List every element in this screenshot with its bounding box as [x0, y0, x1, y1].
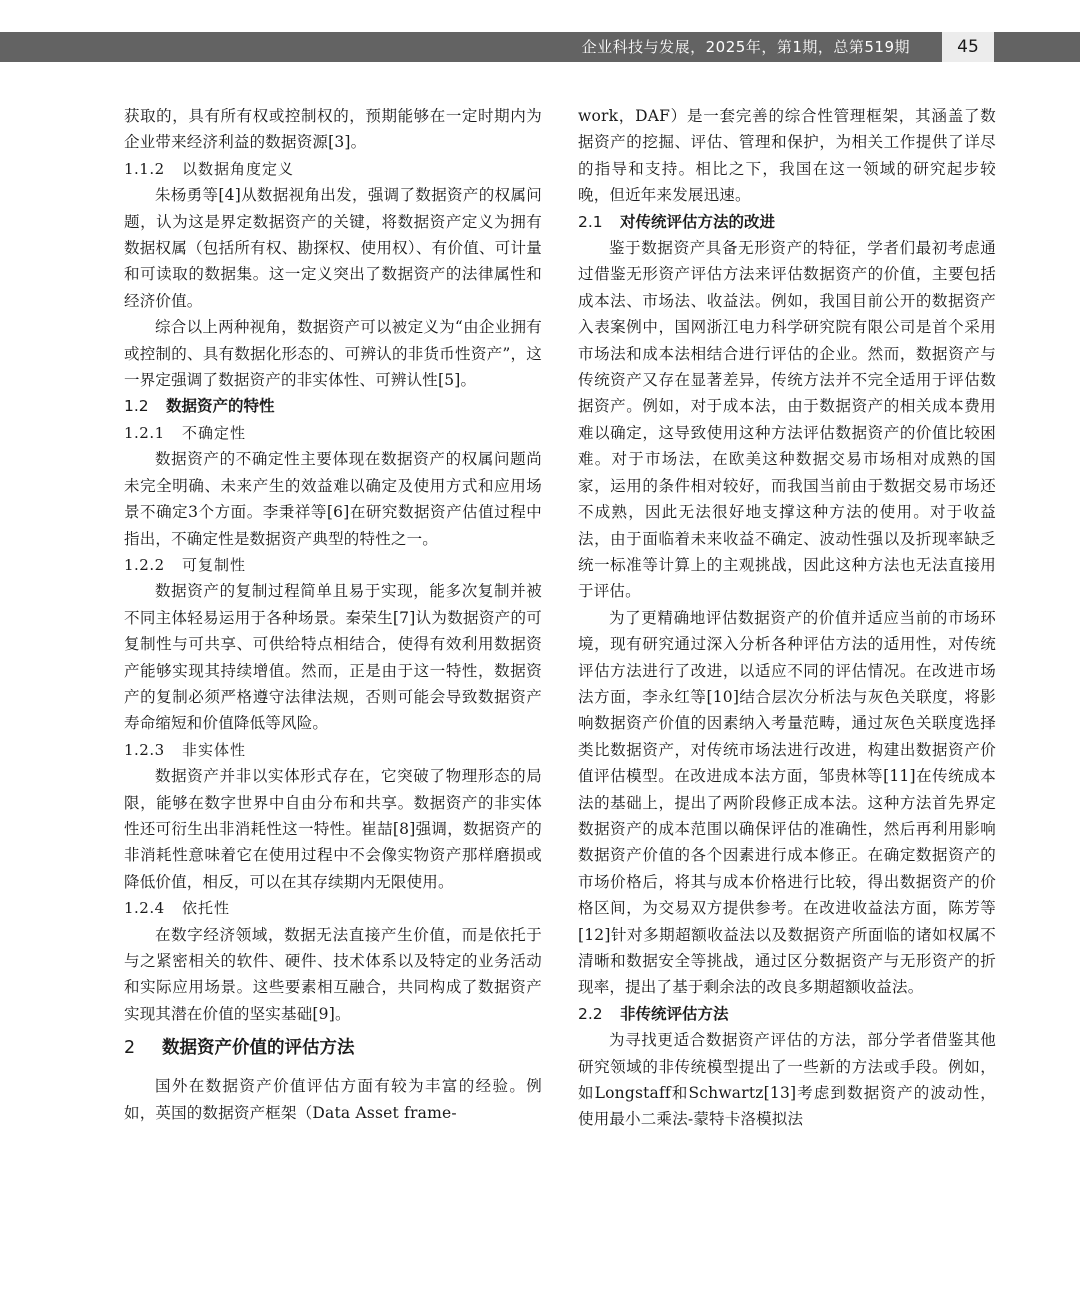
subsection-heading-1-2-2 [124, 552, 542, 578]
section-heading-1-2 [124, 393, 542, 419]
paragraph: 数据资产的复制过程简单且易于实现，能多次复制并被不同主体轻易运用于各种场景。秦荣生[7]认为数据资产的可复制性与可共享、可供给特点相结合，使得有效利用数据资产能够实现其持续增值。然而，正是由于这一特性，数据资产的复制必须严格遵守法律法规，否则可能会导致数据资产寿命缩短和价值降低等风险。 [124, 582, 542, 733]
section-title: 依托性 [182, 899, 231, 918]
paragraph: 数据资产的不确定性主要体现在数据资产的权属问题尚未完全明确、未来产生的效益难以确定及使用方式和应用场景不确定3个方面。李秉祥等[6]在研究数据资产估值过程中指出，不确定性是数据资产典型的特性之一。 [124, 450, 542, 548]
right-column [578, 103, 996, 1133]
paragraph: 数据资产并非以实体形式存在，它突破了物理形态的局限，能够在数字世界中自由分布和共享。数据资产的非实体性还可衍生出非消耗性这一特性。崔喆[8]强调，数据资产的非消耗性意味着它在使用过程中不会像实物资产那样磨损或降低价值，相反，可以在其存续期内无限使用。 [124, 767, 542, 891]
section-number: 2.1 [578, 212, 603, 231]
section-title: 非传统评估方法 [620, 1004, 729, 1023]
section-title: 可复制性 [182, 555, 247, 574]
section-heading-2 [124, 1035, 542, 1061]
section-title: 以数据角度定义 [182, 159, 295, 178]
paragraph: 获取的，具有所有权或控制权的，预期能够在一定时期内为企业带来经济利益的数据资源[3]。 [124, 107, 542, 152]
section-heading-2-2 [578, 1001, 996, 1027]
section-number: 1.2 [124, 397, 149, 416]
section-title: 数据资产的特性 [166, 397, 275, 416]
section-number: 2 [124, 1038, 136, 1059]
section-number: 1.2.4 [124, 899, 165, 918]
paragraph: 为了更精确地评估数据资产的价值并适应当前的市场环境，现有研究通过深入分析各种评估方法的适用性，对传统评估方法进行了改进，以适应不同的评估情况。在改进市场法方面，李永红等[10]结合层次分析法与灰色关联度，将影响数据资产价值的因素纳入考量范畴，通过灰色关联度选择类比数据资产，对传统市场法进行改进，构建出数据资产价值评估模型。在改进成本法方面，邹贵林等[11]在传统成本法的基础上，提出了两阶段修正成本法。这种方法首先界定数据资产的成本范围以确保评估的准确性，然后再利用影响数据资产价值的各个因素进行成本修正。在确定数据资产的市场价格后，将其与成本价格进行比较，得出数据资产的价格区间，为交易双方提供参考。在改进收益法方面，陈芳等[12]针对多期超额收益法以及数据资产所面临的诸如权属不清晰和数据安全等挑战，通过区分数据资产与无形资产的折现率，提出了基于剩余法的改良多期超额收益法。 [578, 608, 996, 997]
paragraph: 综合以上两种视角，数据资产可以被定义为“由企业拥有或控制的、具有数据化形态的、可辨认的非货币性资产”，这一界定强调了数据资产的非实体性、可辨认性[5]。 [124, 318, 542, 390]
section-number: 1.2.2 [124, 555, 165, 574]
paragraph: 鉴于数据资产具备无形资产的特征，学者们最初考虑通过借鉴无形资产评估方法来评估数据资产的价值，主要包括成本法、市场法、收益法。例如，我国目前公开的数据资产入表案例中，国网浙江电力科学研究院有限公司是首个采用市场法和成本法相结合进行评估的企业。然而，数据资产与传统资产又存在显著差异，传统方法并不完全适用于评估数据资产。例如，对于成本法，由于数据资产的相关成本费用难以确定，这导致使用这种方法评估数据资产的价值比较困难。对于市场法，在欧美这种数据交易市场相对成熟的国家，运用的条件相对较好，而我国当前由于数据交易市场还不成熟，因此无法很好地支撑这种方法的使用。对于收益法，由于面临着未来收益不确定、波动性强以及折现率缺乏统一标准等计算上的主观挑战，因此这种方法也无法直接用于评估。 [578, 239, 996, 601]
page-number: 45 [942, 32, 994, 62]
section-title: 不确定性 [182, 423, 247, 442]
section-number: 2.2 [578, 1004, 603, 1023]
left-column [124, 103, 542, 1126]
subsection-heading-1-2-1 [124, 420, 542, 446]
subsection-heading-1-1-2 [124, 156, 542, 182]
section-title: 数据资产价值的评估方法 [162, 1038, 355, 1059]
header-band [0, 32, 1080, 62]
paragraph: 国外在数据资产价值评估方面有较为丰富的经验。例如，英国的数据资产框架（Data Asset frame- [124, 1077, 542, 1122]
paragraph: 朱杨勇等[4]从数据视角出发，强调了数据资产的权属问题，认为这是界定数据资产的关键，将数据资产定义为拥有数据权属（包括所有权、勘探权、使用权）、有价值、可计量和可读取的数据集。这一定义突出了数据资产的法律属性和经济价值。 [124, 186, 542, 310]
section-number: 1.2.1 [124, 423, 165, 442]
section-title: 对传统评估方法的改进 [620, 212, 776, 231]
paragraph: work，DAF）是一套完善的综合性管理框架，其涵盖了数据资产的挖掘、评估、管理和保护，为相关工作提供了详尽的指导和支持。相比之下，我国在这一领域的研究起步较晚，但近年来发展迅速。 [578, 107, 996, 205]
subsection-heading-1-2-4 [124, 895, 542, 921]
section-title: 非实体性 [182, 740, 247, 759]
paragraph: 为寻找更适合数据资产评估的方法，部分学者借鉴其他研究领域的非传统模型提出了一些新的方法或手段。例如，如Longstaff和Schwartz[13]考虑到数据资产的波动性，使用最小二乘法-蒙特卡洛模拟法 [578, 1031, 996, 1129]
paragraph: 在数字经济领域，数据无法直接产生价值，而是依托于与之紧密相关的软件、硬件、技术体系以及特定的业务活动和实际应用场景。这些要素相互融合，共同构成了数据资产实现其潜在价值的坚实基础[9]。 [124, 925, 542, 1023]
section-number: 1.1.2 [124, 159, 165, 178]
section-number: 1.2.3 [124, 740, 165, 759]
subsection-heading-1-2-3 [124, 737, 542, 763]
journal-info: 企业科技与发展，2025年，第1期，总第519期 [581, 38, 910, 56]
section-heading-2-1 [578, 209, 996, 235]
